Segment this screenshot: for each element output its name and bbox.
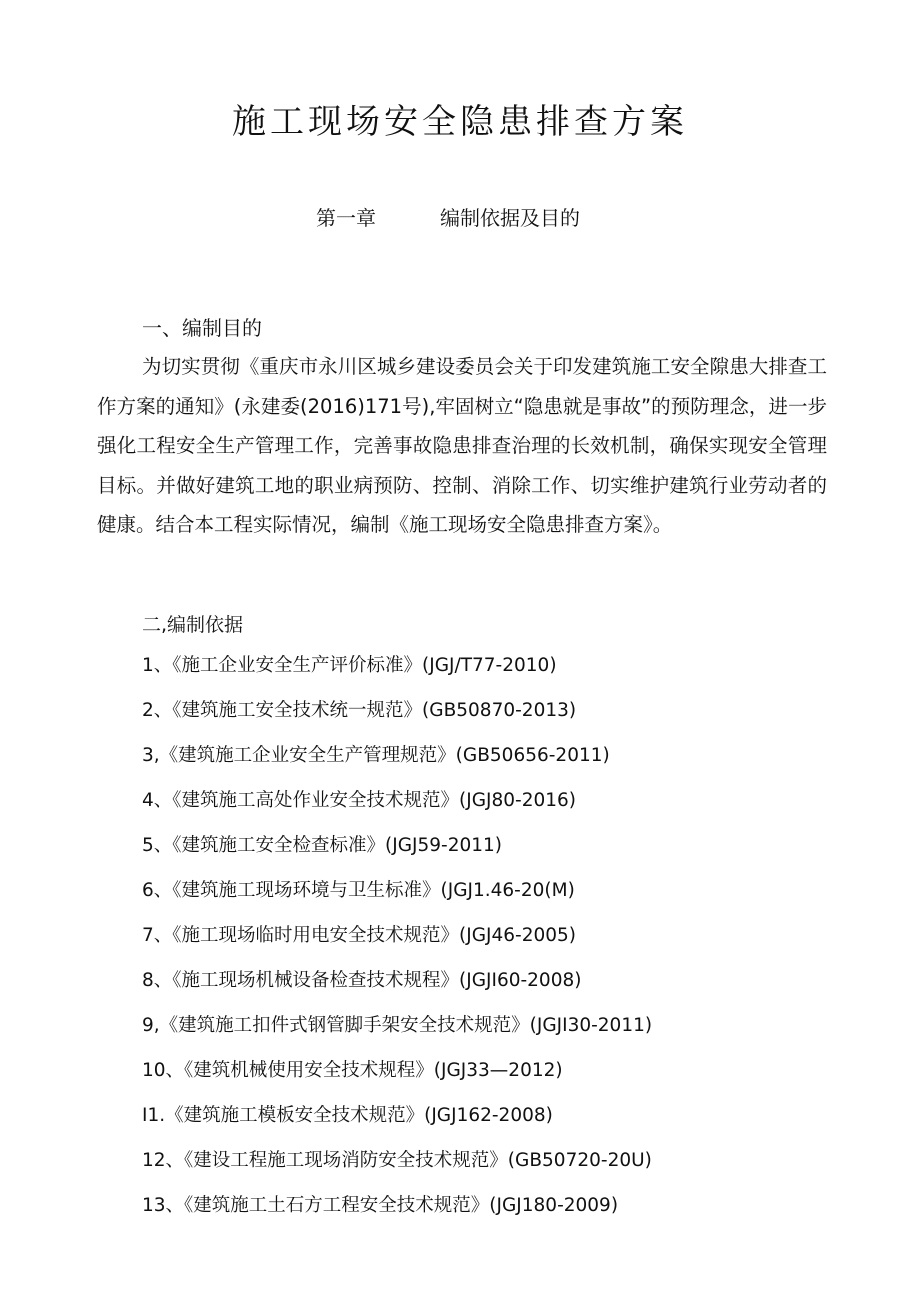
- reference-item: 9,《建筑施工扣件式钢管脚手架安全技术规范》(JGJI30-2011): [142, 1015, 653, 1036]
- reference-list: [142, 652, 652, 1237]
- section-heading-basis: 二,编制依据: [142, 614, 244, 636]
- reference-item: 1、《施工企业安全生产评价标准》(JGJ/T77-2010): [142, 655, 557, 676]
- reference-item: 3,《建筑施工企业安全生产管理规范》(GB50656-2011): [142, 745, 610, 766]
- reference-item: 12、《建设工程施工现场消防安全技术规范》(GB50720-20U): [142, 1150, 652, 1171]
- reference-item: 7、《施工现场临时用电安全技术规范》(JGJ46-2005): [142, 925, 577, 946]
- reference-item: 13、《建筑施工土石方工程安全技术规范》(JGJ180-2009): [142, 1195, 619, 1216]
- reference-item: I1.《建筑施工模板安全技术规范》(JGJ162-2008): [142, 1105, 553, 1126]
- reference-item: 6、《建筑施工现场环境与卫生标准》(JGJ1.46-20(M): [142, 880, 575, 901]
- chapter-number: 第一章: [316, 206, 376, 230]
- document-title: 施工现场安全隐患排查方案: [232, 102, 688, 142]
- section-heading-purpose: 一、编制目的: [142, 316, 262, 340]
- reference-item: 2、《建筑施工安全技术统一规范》(GB50870-2013): [142, 700, 577, 721]
- reference-item: 5、《建筑施工安全检查标准》(JGJ59-2011): [142, 835, 503, 856]
- purpose-paragraph: 为切实贯彻《重庆市永川区城乡建设委员会关于印发建筑施工安全隙患大排查工作方案的通知》(永建委(2016)171号),牢固树立“隐患就是事故”的预防理念，进一步强化工程安全生产管理工作，完善事故隐患排查治理的长效机制，确保实现安全管理目标。并做好建筑工地的职业病预防、控制、消除工作、切实维护建筑行业劳动者的健康。结合本工程实际情况，编制《施工现场安全隐患排查方案》。: [97, 355, 827, 536]
- reference-item: 8、《施工现场机械设备检查技术规程》(JGJI60-2008): [142, 970, 582, 991]
- reference-item: 10、《建筑机械使用安全技术规程》(JGJ33—2012): [142, 1060, 563, 1081]
- reference-item: 4、《建筑施工高处作业安全技术规范》(JGJ80-2016): [142, 790, 577, 811]
- chapter-name: 编制依据及目的: [440, 206, 580, 230]
- chapter-heading: [316, 202, 580, 231]
